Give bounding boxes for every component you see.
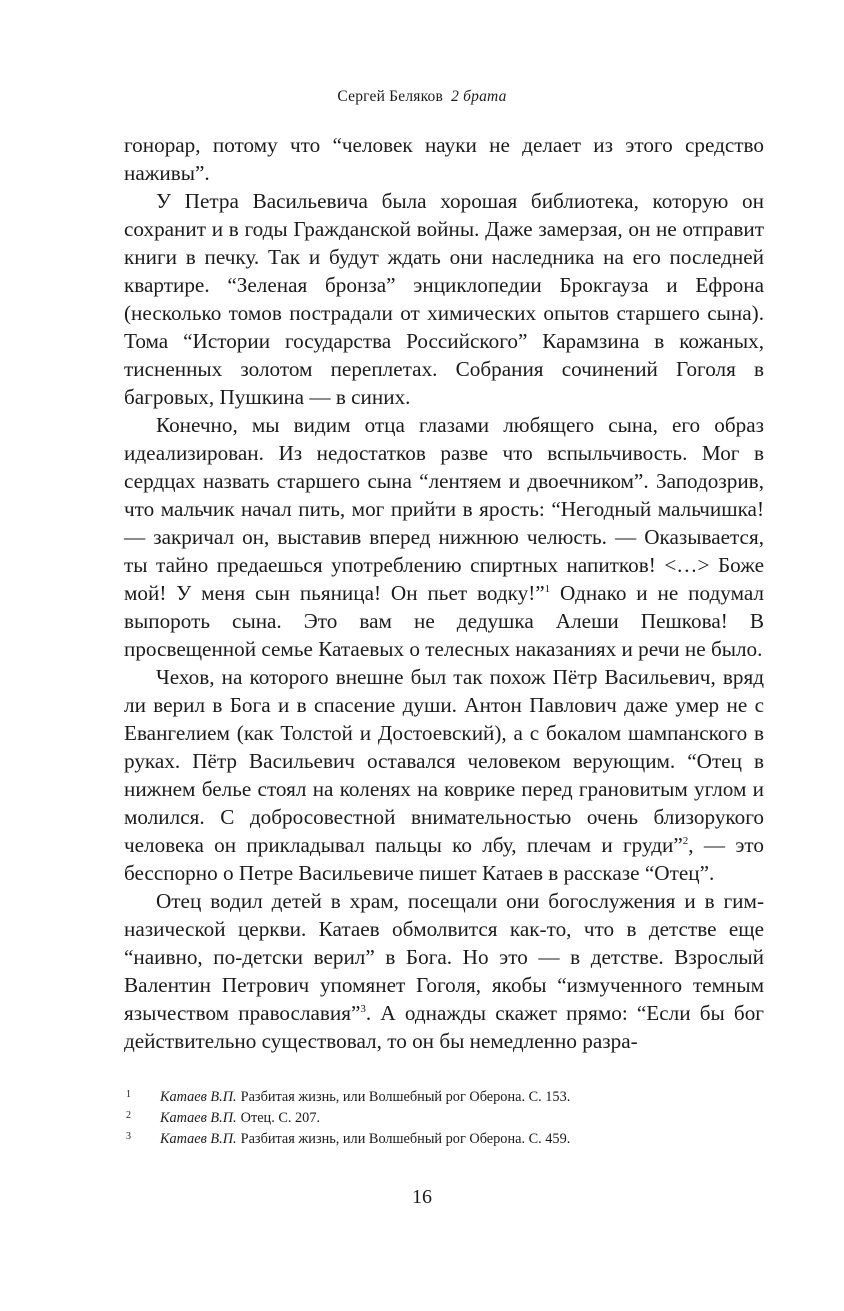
- paragraph: [124, 131, 764, 187]
- footnote-author: Катаев В.П.: [160, 1089, 237, 1105]
- header-book-title: 2 брата: [451, 88, 507, 105]
- footnote-text: Разбитая жизнь, или Волшебный рог Оберона. С. 153.: [240, 1089, 571, 1105]
- footnote: [124, 1129, 764, 1150]
- footnotes: [124, 1087, 764, 1150]
- paragraph: [124, 187, 764, 411]
- footnote-ref: 3: [360, 1002, 366, 1015]
- paragraph: [124, 411, 764, 663]
- footnote-author: Катаев В.П.: [160, 1110, 237, 1126]
- footnote-ref: 2: [682, 834, 689, 847]
- running-header: [0, 88, 844, 106]
- footnote-text: Разбитая жизнь, или Волшебный рог Оберона. С. 459.: [240, 1131, 571, 1147]
- paragraph-text: Конечно, мы видим отца глазами любящего сына, его образ идеализирован. Из недостатков разве что вспыльчивость. Мог в сердцах назвать старшего сына “лентяем и двоечником”. Заподозрив, что мальчик начал пить, мог прийти в ярость: “Негодный мальчишка! — закричал он, выставив вперед нижнюю челюсть. — Оказывается, ты тайно предаешься употреблению спиртных напитков! <…> Боже мой! У меня сын пьяница! Он пьет водку!”: [124, 413, 764, 605]
- paragraph-text: гонорар, потому что “человек науки не делает из этого средство наживы”.: [124, 133, 764, 185]
- paragraph-text: Однако и не подумал выпороть сына. Это вам не дедушка Алеши Пешкова! В просвещенной семье Катаевых о телесных наказаниях и речи не было.: [124, 581, 764, 661]
- paragraph: [124, 663, 764, 887]
- footnote-text: Отец. С. 207.: [240, 1110, 321, 1126]
- header-author: Сергей Беляков: [337, 88, 444, 105]
- paragraph: [124, 887, 764, 1055]
- footnote-number: 3: [126, 1131, 131, 1142]
- paragraph-text: . А однажды скажет прямо: “Если бы бог действительно существовал, то он бы немедленно разра-: [124, 1001, 764, 1053]
- paragraph-text: , — это бесспорно о Петре Васильевиче пишет Катаев в рассказе “Отец”.: [124, 833, 764, 885]
- footnote-number: 2: [126, 1110, 131, 1121]
- body-text: [124, 131, 764, 1055]
- footnote-author: Катаев В.П.: [160, 1131, 237, 1147]
- footnote-ref: 1: [544, 582, 551, 595]
- footnote-number: 1: [126, 1089, 131, 1100]
- paragraph-text: У Петра Васильевича была хорошая библиотека, которую он сохранит и в годы Гражданской войны. Даже замерзая, он не отправит книги в печку. Так и будут ждать они наследника на его последней квартире. “Зеленая бронза” энциклопедии Брокгауза и Ефрона (несколько томов пострадали от химических опытов старшего сына). Тома “Истории государства Российского” Карамзина в кожаных, тисненных золотом переплетах. Собрания сочинений Гоголя в багровых, Пушкина — в синих.: [124, 189, 764, 409]
- footnote: [124, 1108, 764, 1129]
- footnote: [124, 1087, 764, 1108]
- page-number: 16: [412, 1186, 432, 1208]
- paragraph-text: Чехов, на которого внешне был так похож Пётр Васильевич, вряд ли верил в Бога и в спасение души. Антон Павлович даже умер не с Евангелием (как Толстой и Достоевский), а с бокалом шампанского в руках. Пётр Васильевич оставался человеком верующим. “Отец в нижнем белье стоял на коленях на коврике перед грановитым углом и молился. С добросовестной внимательностью очень близорукого человека он прикладывал пальцы ко лбу, плечам и груди”: [124, 665, 764, 857]
- paragraph-text: Отец водил детей в храм, посещали они богослужения и в гимназической церкви. Катаев обмолвится как-то, что в детстве еще “наивно, по-детски верил” в Бога. Но это — в детстве. Взрослый Валентин Петрович упомянет Гоголя, якобы “измученного темным язычеством православия”: [124, 889, 764, 1025]
